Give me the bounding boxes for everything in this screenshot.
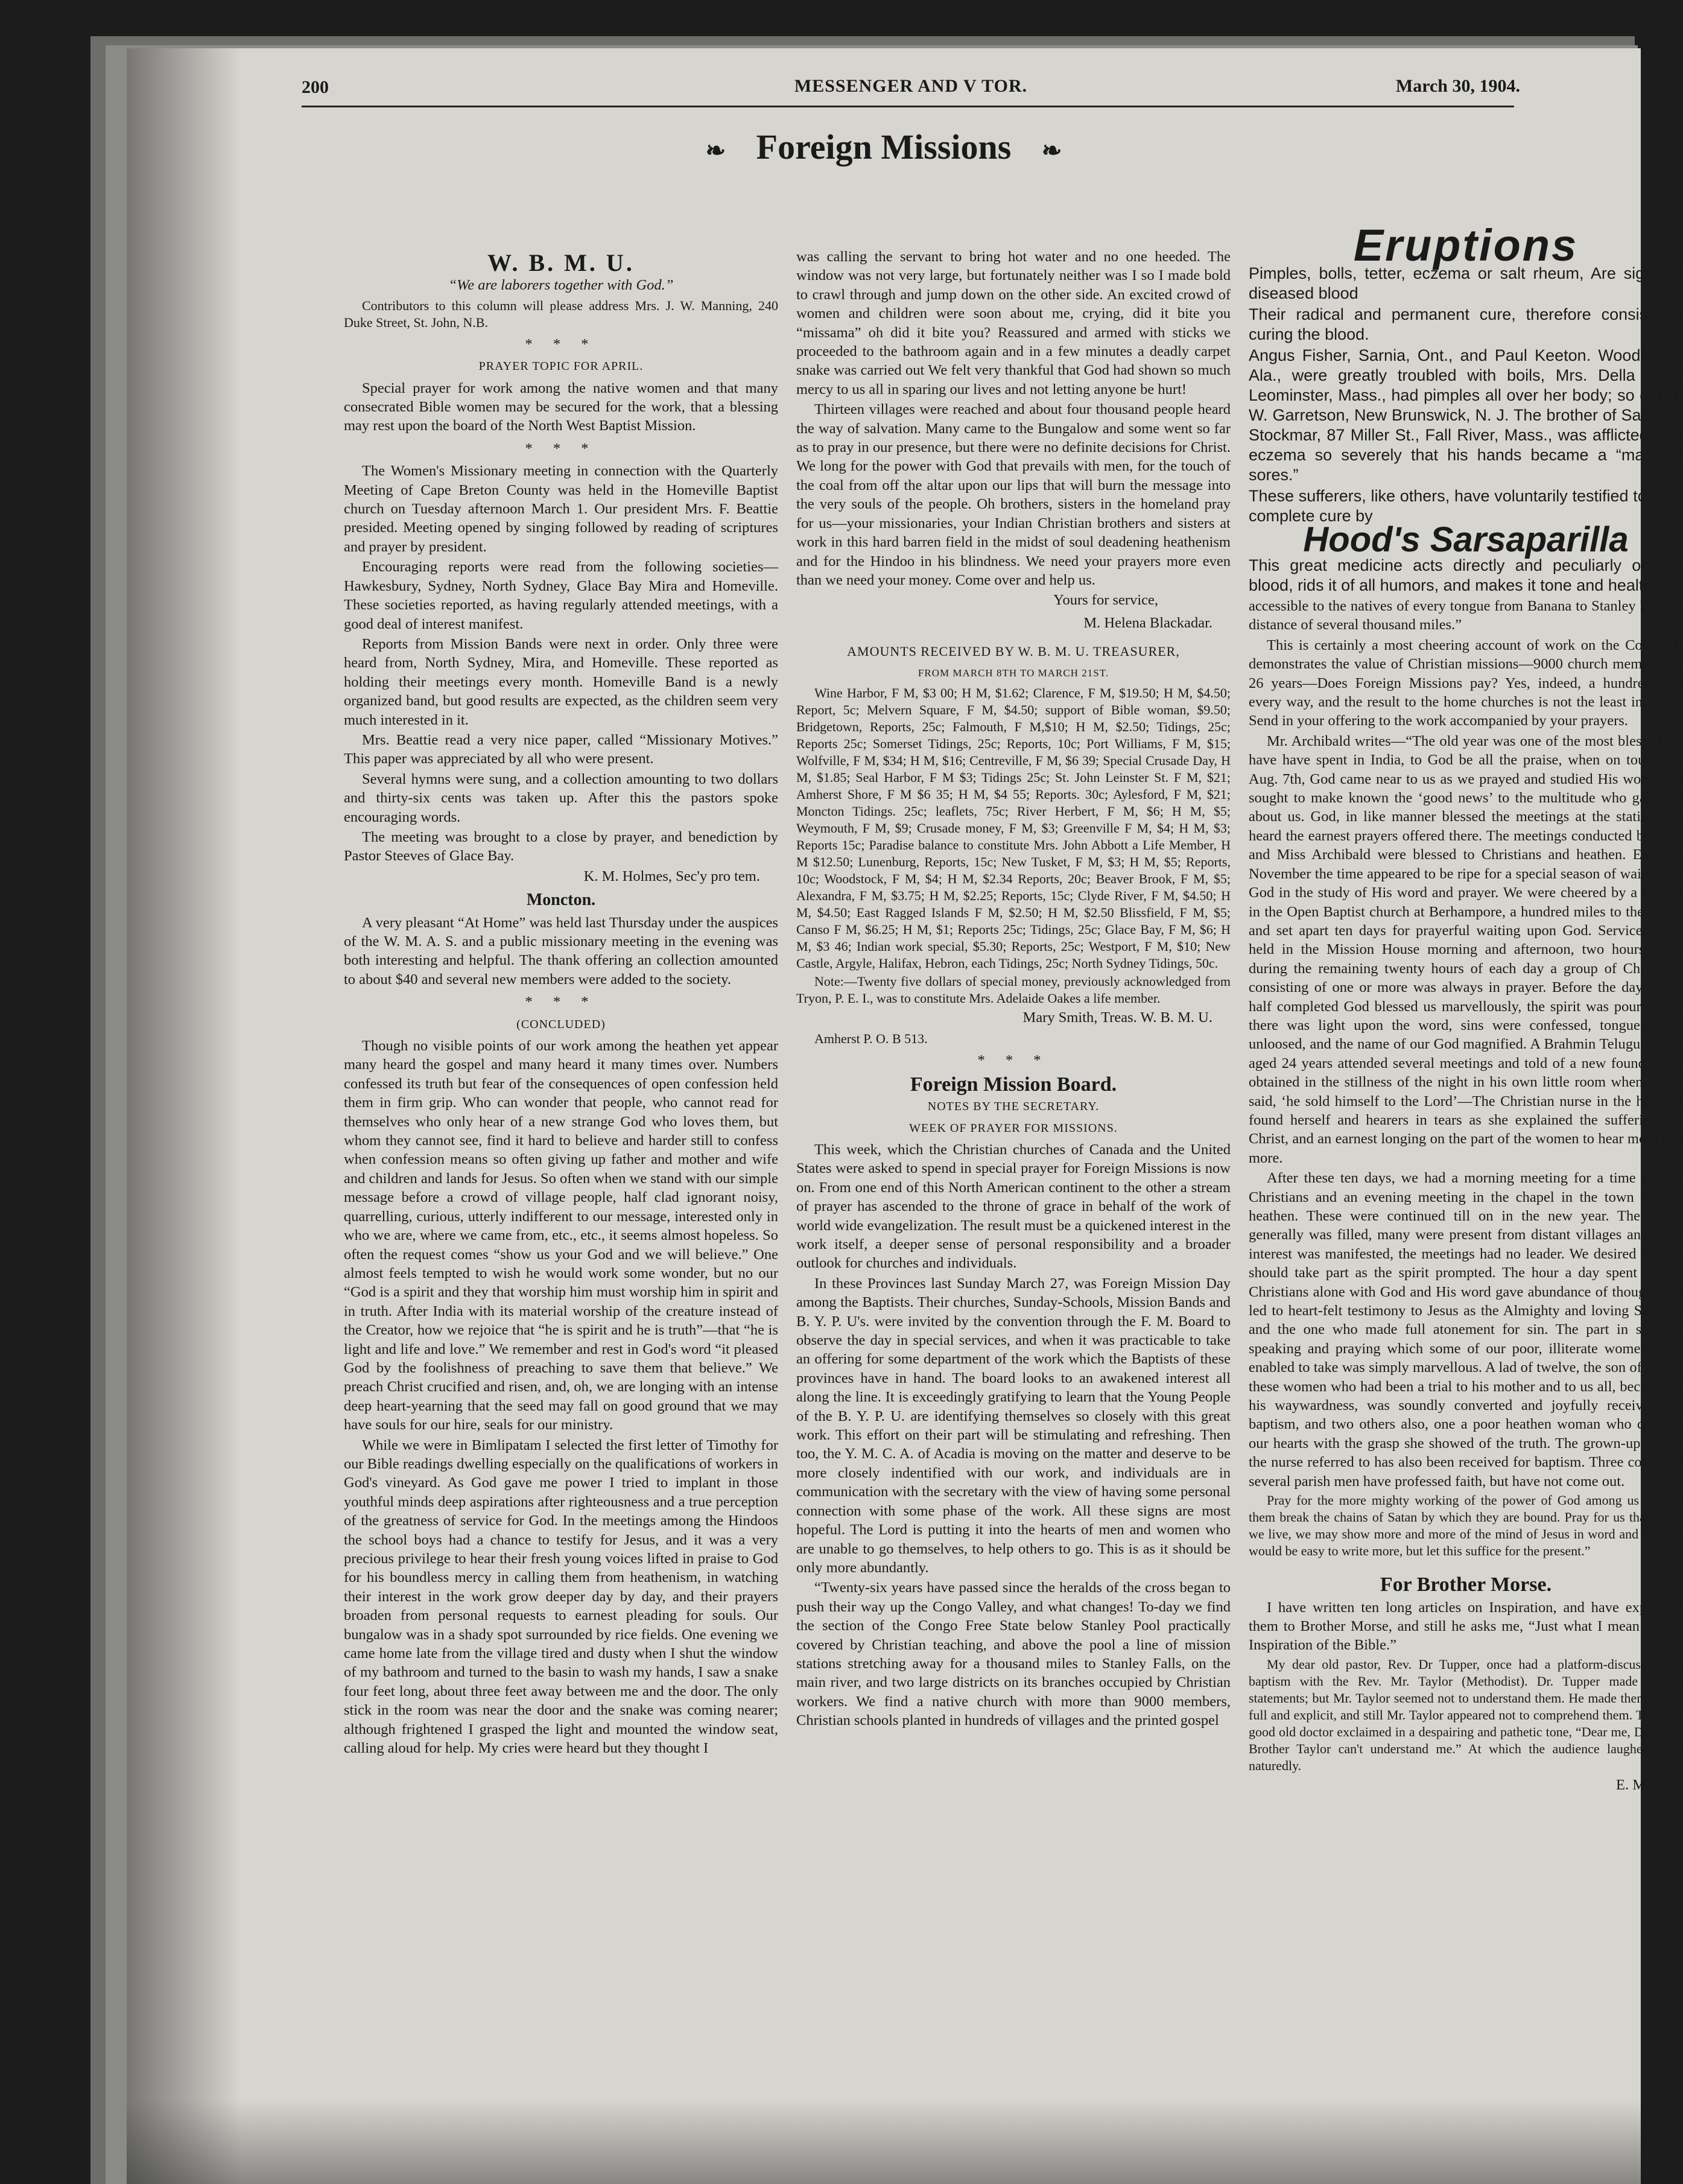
prayer-topic: Special prayer for work among the native women and that many consecrated Bible women may be secured for the work, that a blessing may rest upon the board of the North West Baptist Mission. — [344, 379, 778, 434]
paragraph: Encouraging reports were read from the following societies—Hawkesbury, Sydney, North Sydney, Glace Bay Mira and Homeville. These societies reported, as having regularly attended meetings, with a good deal of interest manifest. — [344, 559, 778, 632]
paragraph: In these Provinces last Sunday March 27, was Foreign Mission Day among the Baptists. Their churches, Sunday-Schools, Mission Bands and B. Y. P. U's. were invited by the convention through the F. M. Board to observe the day in special services, and when it was practicable to take an offering for some department of the work which the Baptists of these provinces have in hand. The board looks to an awakened interest all along the line. It is exceedingly gratifying to learn that the Young People of the B. Y. P. U. are identifying themselves so closely with this great work. This effort on their part will be stimulating and refreshing. Then too, the Y. M. C. A. of Acadia is moving on the matter and deserve to be more closely indentified with our work, and individuals are in communication with the secretary with the view of having some personal connection with some phase of the work. All these signs are most hopeful. The Lord is putting it into the hearts of men and women who are unable to go themselves, to help others to go. This is as it should be only more abundantly. — [796, 1275, 1231, 1576]
ornament-right-icon: ❧ — [1041, 137, 1062, 164]
ad-title: Eruptions — [1353, 220, 1579, 270]
signature: E. M. S. — [1615, 1776, 1665, 1793]
amounts-heading: AMOUNTS RECEIVED BY W. B. M. U. TREASURER, — [847, 644, 1180, 659]
column-3 — [1249, 220, 1683, 1798]
wbmu-title: W. B. M. U. — [487, 249, 635, 276]
scan-shadow-left — [127, 48, 241, 2184]
prayer-topic-heading: PRAYER TOPIC FOR APRIL. — [478, 360, 644, 373]
ad-lead: Pimples, bolls, tetter, eczema or salt rheum, Are signs of diseased blood — [1249, 264, 1683, 302]
morse-heading: For Brother Morse. — [1380, 1573, 1552, 1596]
paragraph: accessible to the natives of every tongue from Banana to Stanley Falls, a distance of several thousand miles.” — [1249, 598, 1683, 633]
contributions-note: Contributors to this column will please address Mrs. J. W. Manning, 240 Duke Street, St. John, N.B. — [344, 297, 778, 330]
address: Amherst P. O. B 513. — [814, 1031, 928, 1047]
scan-shadow-bottom — [127, 2100, 1641, 2184]
closing: Yours for service, — [1053, 592, 1158, 609]
note: Note:—Twenty five dollars of special money, previously acknowledged from Tryon, P. E. I., was to constitute Mrs. Adelaide Oakes a life member. — [796, 973, 1231, 1006]
ad-paragraph: Angus Fisher, Sarnia, Ont., and Paul Keeton. Woodstock, Ala., were greatly troubled with boils, Mrs. Della Lord, Leominster, Mass., had pimples all over her body; so did R. W. Garretson, New Brunswick, N. J. The brother of Sadie E. Stockmar, 87 Miller St., Fall River, Mass., was afflicted with eczema so severely that his hands became a “mass of sores.” — [1249, 346, 1683, 484]
paragraph: While we were in Bimlipatam I selected the first letter of Timothy for our Bible readings dwelling especially on the qualifications of workers in God's vineyard. As God gave me power I tried to implant in those youthful minds deep aspirations after righteousness and a true perception of the greatness of service for God. In the meetings among the Hindoos the school boys had a chance to testify for Jesus, and it was a very precious privilege to hear their fresh young voices lifted in praise to God for his boundless mercy in calling them from heathenism, in watching their interest in the work grow deeper day by day, and their prayers broaden from personal requests to earnest pleading for souls. Our bungalow was in a shady spot surrounded by rice fields. One evening we came home late from the village tired and dusty when I shut the window of my bathroom and turned to the basin to wash my hands, I saw a snake four feet long, about three feet away between me and the door. The only stick in the room was near the door and the snake was coming nearer; although frightened I grasped the light and mounted the window seat, calling aloud for help. My cries were heard but they thought I — [344, 1436, 778, 1757]
paragraph: The Women's Missionary meeting in connection with the Quarterly Meeting of Cape Breton County was held in the Homeville Baptist church on Tuesday afternoon March 1. Our president Mrs. F. Beattie presided. Meeting opened by singing followed by reading of scriptures and prayer by president. — [344, 463, 778, 555]
running-head — [302, 65, 1520, 101]
issue-date: March 30, 1904. — [1395, 76, 1520, 96]
stars-divider: * * * — [977, 1052, 1050, 1069]
paragraph: Thirteen villages were reached and about four thousand people heard the way of salvation. Many came to the Bungalow and some went so far as to pray in our presence, but there were no definite decisions for Christ. We long for the power with God that prevails with men, for the touch of the coal from off the altar upon our lips that will burn the message into the very souls of the people. Oh brothers, sisters in the homeland pray for us—your missionaries, your Indian Christian brothers and sisters at work in this hard barren field in the midst of soul deadening heathenism and for the Hindoo in his blindness. We need your prayers more even than we need your money. Come over and help us. — [796, 401, 1231, 588]
paragraph: Several hymns were sung, and a collection amounting to two dollars and thirty-six cents was taken up. After this the pastors spoke encouraging words. — [344, 770, 778, 825]
signature: Mary Smith, Treas. W. B. M. U. — [1022, 1009, 1212, 1026]
paragraph: After these ten days, we had a morning meeting for a time for the Christians and an evening meeting in the chapel in the town for the heathen. These were continued till on in the new year. The house generally was filled, many were present from distant villages and great interest was manifested, the meetings had no leader. We desired that all should take part as the spirit prompted. The hour a day spent by the Christians alone with God and His word gave abundance of thought and led to heart-felt testimony to Jesus as the Almighty and loving Saviour, and the one who made full atonement for sin. The part in singing, speaking and praying which some of our poor, illiterate women were enabled to take was simply marvellous. A lad of twelve, the son of one of these women who had been a trial to his mother and to us all, because of his waywardness, was soundly converted and joyfully received for baptism, and two others also, one a poor heathen woman who cheered our hearts with the grasp she showed of the truth. The grown-up son of the nurse referred to has also been received for baptism. Three costs and several parish men have professed faith, but have not come out. — [1249, 1170, 1683, 1490]
section-title: Foreign Missions — [756, 127, 1012, 167]
paragraph: My dear old pastor, Rev. Dr Tupper, once had a platform-discussion on baptism with the Rev. Mr. Taylor (Methodist). Dr. Tupper made certain statements; but Mr. Taylor seemed not to understand them. He made them again, full and explicit, and still Mr. Taylor appeared not to comprehend them. Then the good old doctor exclaimed in a despairing and pathetic tone, “Dear me, Dear me, Brother Taylor can't understand me.” At which the audience laughed good naturedly. — [1249, 1656, 1683, 1773]
paragraph: Though no visible points of our work among the heathen yet appear many heard the gospel and many heard it many times over. Numbers confessed its truth but fear of the consequences of open confession held them in firm grip. Who can wonder that people, who cannot read for themselves who only hear of a new strange God who loves them, but whom they cannot see, find it hard to believe and harder still to confess when confession means so often giving up father and mother and wife and children and lands for Jesus. So often when we stand with our simple message before a crowd of village people, half clad ignorant noisy, quarrelling, curious, utterly indifferent to our message, interested only in who we are, where we came from, etc., etc., it seems almost hopeless. So often the request comes “show us your God and we will believe.” One almost feels tempted to wish he would work some wonder, but no our “God is a spirit and they that worship him must worship him in spirit and in truth. After India with its material worship of the creature instead of the Creator, how we rejoice that “he is spirit and he is truth”—that “he is light and life and love.” We remember and rest in God's word “it pleased God by the foolishness of preaching to save them that believe.” We preach Christ crucified and risen, and, oh, we are longing with an intense deep heart-yearning that the seed may fall on good ground that we may have souls for our hire, seals for our ministry. — [344, 1038, 778, 1433]
paragraph: The meeting was brought to a close by prayer, and benediction by Pastor Steeves of Glace Bay. — [344, 828, 778, 865]
paragraph: Reports from Mission Bands were next in order. Only three were heard from, North Sydney, Mira, and Homeville. These reported as holding their meetings every month. Homeville Band is a newly organized band, but good results are expected, as the children seem very much interested in it. — [344, 635, 778, 728]
moncton-heading: Moncton. — [526, 890, 596, 910]
paragraph: A very pleasant “At Home” was held last Thursday under the auspices of the W. M. A. S. and a public missionary meeting in the evening was both interesting and helpful. The thank offering an collection amounted to about $40 and several new members were added to the society. — [344, 914, 778, 988]
paragraph: This is certainly a most cheering account of work on the Congo. It demonstrates the value of Christian missions—9000 church members in 26 years—Does Foreign Missions pay? Yes, indeed, a hundred fold every way, and the result to the home churches is not the least in value. Send in your offering to the work accompanied by your prayers. — [1249, 636, 1683, 729]
column-1 — [344, 247, 778, 1759]
page-number: 200 — [302, 77, 329, 97]
wbmu-motto: “We are laborers together with God.” — [448, 277, 674, 294]
ad-paragraph: This great medicine acts directly and peculiarly on the blood, rids it of all humors, and makes it tone and healthy. — [1249, 556, 1683, 594]
board-subheading: NOTES BY THE SECRETARY. — [927, 1100, 1100, 1114]
paragraph: Pray for the more mighty working of the power of God among us to help them break the chains of Satan by which they are bound. Pray for us that while we live, we may show more and more of the mind of Jesus in word and deed. It would be easy to write more, but let this suffice for the present.” — [1249, 1493, 1683, 1559]
paper-name: MESSENGER AND V TOR. — [794, 76, 1028, 96]
concluded-heading: (CONCLUDED) — [516, 1017, 606, 1031]
stars-divider: * * * — [525, 335, 597, 352]
section-heading — [127, 127, 1641, 167]
ad-brand: Hood's Sarsaparilla — [1303, 520, 1629, 559]
stars-divider: * * * — [525, 994, 597, 1011]
column-2 — [796, 247, 1231, 1732]
paragraph: Mr. Archibald writes—“The old year was one of the most blessed we have have spent in India, to God be all the praise, when on tour after Aug. 7th, God came near to us as we prayed and studied His word, and sought to make known the ‘good news’ to the multitude who gathered about us. God, in like manner blessed the meetings at the station and heard the earnest prayers offered there. The meetings conducted by Mrs. and Miss Archibald were blessed to Christians and heathen. Early in November the time appeared to be ripe for a special season of waiting on God in the study of His word and prayer. We were cheered by a revival in the Open Baptist church at Berhampore, a hundred miles to the north, and set apart ten days for prayerful waiting upon God. Services were held in the Mission House morning and afternoon, two hours each, during the remaining twenty hours of each day a group of Christians consisting of one or more was always in prayer. Before the days were half completed God blessed us marvellously, the spirit was poured out, there was light upon the word, sins were confessed, tongues were unloosed, and the name of our God magnified. A Brahmin Telugu Pundit aged 24 years attended several meetings and told of a new found hope, obtained in the stillness of the night in his own little room when, as he said, ‘he sold himself to the Lord’—The Christian nurse in the hospital found herself and hearers in tears as she explained the sufferings of Christ, and an earnest longing on the part of the women to hear more and more. — [1249, 732, 1683, 1166]
board-heading: Foreign Mission Board. — [910, 1073, 1117, 1096]
ornament-left-icon: ❧ — [705, 137, 726, 164]
stars-divider: * * * — [525, 440, 597, 457]
amounts-list: Wine Harbor, F M, $3 00; H M, $1.62; Clarence, F M, $19.50; H M, $4.50; Report, 5c; Melvern Square, F M, $4.50; support of Bible woman, $9.50; Bridgetown, Reports, 25c; Falmouth, F M,$10; H M, $2.50; Tidings, 25c; Reports 25c; Somerset Tidings, 25c; Reports, 10c; Port Williams, F M, $15; Wolfville, F M, $34; H M, $16; Centreville, F M, $6 39; Special Crusade Day, H M, $1.85; Seal Harbor, F M $3; Tidings 25c; St. John Leinster St. F M, $21; Amherst Shore, F M $6 35; H M, $4 55; Reports. 30c; Aylesford, F M, $21; Moncton Tidings. 25c; leaflets, 75c; River Herbert, F M, $6; H M, $5; Weymouth, F M, $9; Crusade money, F M, $3; Greenville F M, $4; H M, $3; Reports 15c; Paradise balance to constitute Mrs. John Abbott a Life Member, H M $12.50; Lunenburg, Reports, 15c; New Tusket, F M, $3; H M, $5; Reports, 10c; Woodstock, F M, $4; H M, $2.34 Reports, 20c; Beaver Brook, F M, $5; Alexandra, F M, $3.75; H M, $2.25; Reports, 15c; Clyde River, F M, $4.50; H M, $4.50; East Ragged Islands F M, $2.50; H M, $2.50 Blissfield, F M, $5; Canso F M, $6.25; H M, $1; Reports 25c; Tidings, 25c; Glace Bay, F M, $6; H M, $3 46; Indian work special, $5.30; Reports, 25c; Westport, F M, $10; New Castle, Argyle, Halifax, Hebron, each Tidings, 25c; North Sydney Tidings, 50c. — [796, 685, 1231, 971]
header-rule — [302, 106, 1514, 107]
amounts-subheading: FROM MARCH 8TH TO MARCH 21ST. — [918, 667, 1109, 679]
paragraph: “Twenty-six years have passed since the heralds of the cross began to push their way up the Congo Valley, and what changes! To-day we find the section of the Congo Free State below Stanley Pool practically covered by Christian teaching, and above the pool a line of mission stations stretching away for a thousand miles to Stanley Falls, on the main river, and two large districts on its branches occupied by Christian workers. We find a native church with more than 9000 members, Christian schools planted in hundreds of villages and the printed gospel — [796, 1579, 1231, 1729]
ad-paragraph: Their radical and permanent cure, therefore consists in curing the blood. — [1249, 305, 1683, 343]
newspaper-page — [127, 48, 1683, 2184]
paragraph: This week, which the Christian churches of Canada and the United States were asked to spend in special prayer for Foreign Missions is now on. From one end of this North American continent to the other a stream of prayer has ascended to the throne of grace in behalf of the work of world wide evangelization. The result must be a quickened interest in the work itself, a deeper sense of personal responsibility and a broader outlook for churches and individuals. — [796, 1141, 1231, 1272]
signature: M. Helena Blackadar. — [1083, 614, 1212, 631]
signature: K. M. Holmes, Sec'y pro tem. — [583, 868, 760, 884]
board-subheading-2: WEEK OF PRAYER FOR MISSIONS. — [909, 1121, 1118, 1135]
advertisement — [1249, 220, 1683, 595]
paragraph: I have written ten long articles on Inspiration, and have explained them to Brother Morse, and still he asks me, “Just what I mean by the Inspiration of the Bible.” — [1249, 1599, 1683, 1654]
ad-paragraph: These sufferers, like others, have voluntarily testified to their complete cure by — [1249, 487, 1683, 525]
paragraph: was calling the servant to bring hot water and no one heeded. The window was not very large, but fortunately neither was I so I made bold to crawl through and jump down on the other side. An excited crowd of women and children were soon about me, crying, did it bite you “missama” oh did it bite you? Reassured and armed with sticks we proceeded to the bathroom again and in a few minutes a deadly carpet snake was carried out We felt very thankful that God had shown so much mercy to us all in sparing our lives and not letting anyone be hurt! — [796, 249, 1231, 398]
paragraph: Mrs. Beattie read a very nice paper, called “Missionary Motives.” This paper was appreciated by all who were present. — [344, 731, 778, 767]
